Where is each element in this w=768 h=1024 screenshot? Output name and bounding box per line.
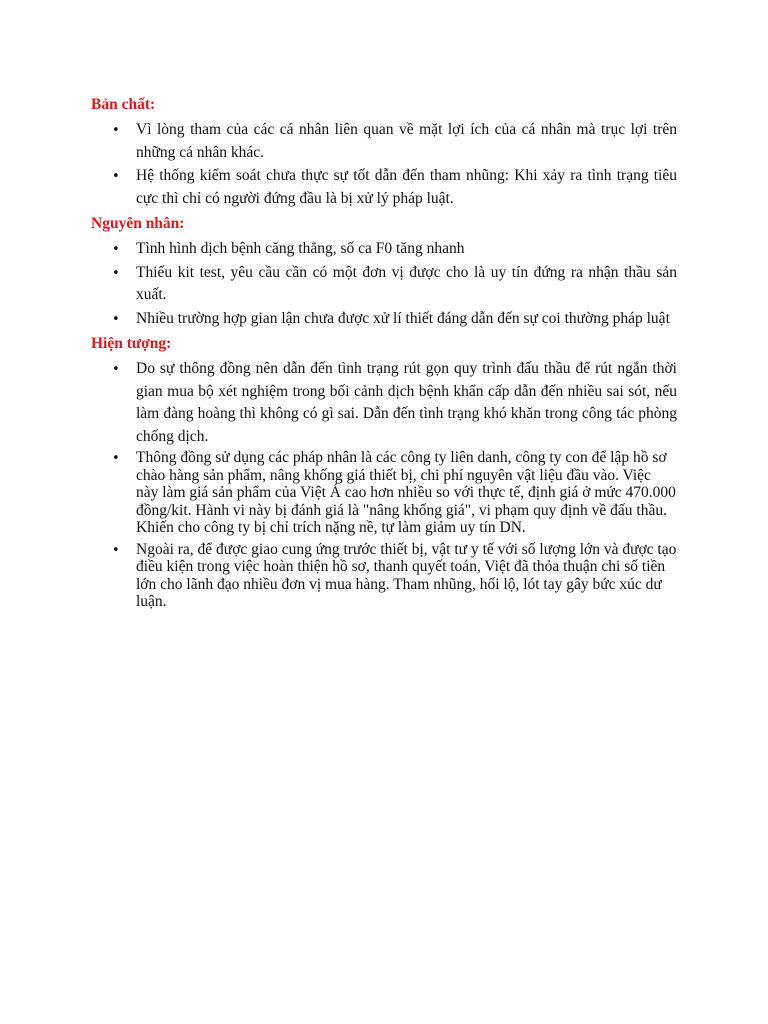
bullet-icon bbox=[112, 238, 120, 262]
bullet-icon bbox=[112, 541, 120, 560]
section-heading-ban-chat: Bản chất: bbox=[91, 96, 156, 113]
list-item-text: Tình hình dịch bệnh căng thẳng, số ca F0 tăng nhanh bbox=[136, 240, 465, 257]
list-item bbox=[91, 238, 677, 261]
list-item-text: Hệ thống kiểm soát chưa thực sự tốt dẫn đến tham nhũng: Khi xảy ra tình trạng tiêu cực thì chỉ có người đứng đầu là bị xử lý pháp luật. bbox=[136, 167, 677, 207]
bullet-list-nguyen-nhan bbox=[91, 238, 677, 330]
list-item-text: Nhiều trường hợp gian lận chưa được xử lí thiết đáng dẫn đến sự coi thường pháp luật bbox=[136, 309, 670, 327]
list-item bbox=[91, 358, 677, 448]
list-item bbox=[91, 119, 677, 164]
bullet-icon bbox=[112, 165, 120, 189]
bullet-list-hien-tuong bbox=[91, 358, 677, 611]
bullet-icon bbox=[112, 262, 120, 286]
list-item bbox=[91, 541, 677, 611]
list-item bbox=[91, 262, 677, 307]
list-item-text: Vì lòng tham của các cá nhân liên quan về mặt lợi ích của cá nhân mà trục lợi trên những cá nhân khác. bbox=[136, 121, 677, 161]
list-item-text: Thiếu kit test, yêu cầu cần có một đơn vị được cho là uy tín đứng ra nhận thầu sản xuất. bbox=[136, 263, 677, 303]
bullet-icon bbox=[112, 358, 120, 382]
list-item bbox=[91, 165, 677, 210]
list-item bbox=[91, 449, 677, 537]
section-heading-nguyen-nhan: Nguyên nhân: bbox=[91, 215, 185, 232]
list-item-text: Thông đồng sử dụng các pháp nhân là các công ty liên danh, công ty con để lập hồ sơ chào hàng sản phẩm, nâng khống giá thiết bị, chi phí nguyên vật liệu đầu vào. Việc này làm giá sản phẩm của Việt Á cao hơn nhiều so với thực tế, định giá ở mức 470.000 đồng/kit. Hành vi này bị đánh giá là "nâng khống giá", vi phạm quy định về đấu thầu. Khiến cho công ty bị chỉ trích nặng nề, tự làm giảm uy tín DN. bbox=[136, 449, 676, 536]
bullet-icon bbox=[112, 119, 120, 143]
list-item-text: Do sự thông đồng nên dẫn đến tình trạng rút gọn quy trình đấu thầu để rút ngắn thời gian mua bộ xét nghiệm trong bối cảnh dịch bệnh khẩn cấp dẫn đến nhiều sai sót, nếu làm đàng hoàng thì không có gì sai. Dẫn đến tình trạng khó khăn trong công tác phòng chống dịch. bbox=[136, 360, 677, 445]
bullet-icon bbox=[112, 308, 120, 332]
list-item bbox=[91, 308, 677, 331]
bullet-icon bbox=[112, 449, 120, 468]
bullet-list-ban-chat bbox=[91, 119, 677, 210]
document-body bbox=[91, 95, 677, 615]
list-item-text: Ngoài ra, để được giao cung ứng trước thiết bị, vật tư y tế với số lượng lớn và được tạo điều kiện trong việc hoàn thiện hồ sơ, thanh quyết toán, Việt đã thỏa thuận chi số tiền lớn cho lãnh đạo nhiều đơn vị mua hàng. Tham nhũng, hối lộ, lót tay gây bức xúc dư luận. bbox=[136, 540, 677, 610]
section-heading-hien-tuong: Hiện tượng: bbox=[91, 335, 172, 352]
